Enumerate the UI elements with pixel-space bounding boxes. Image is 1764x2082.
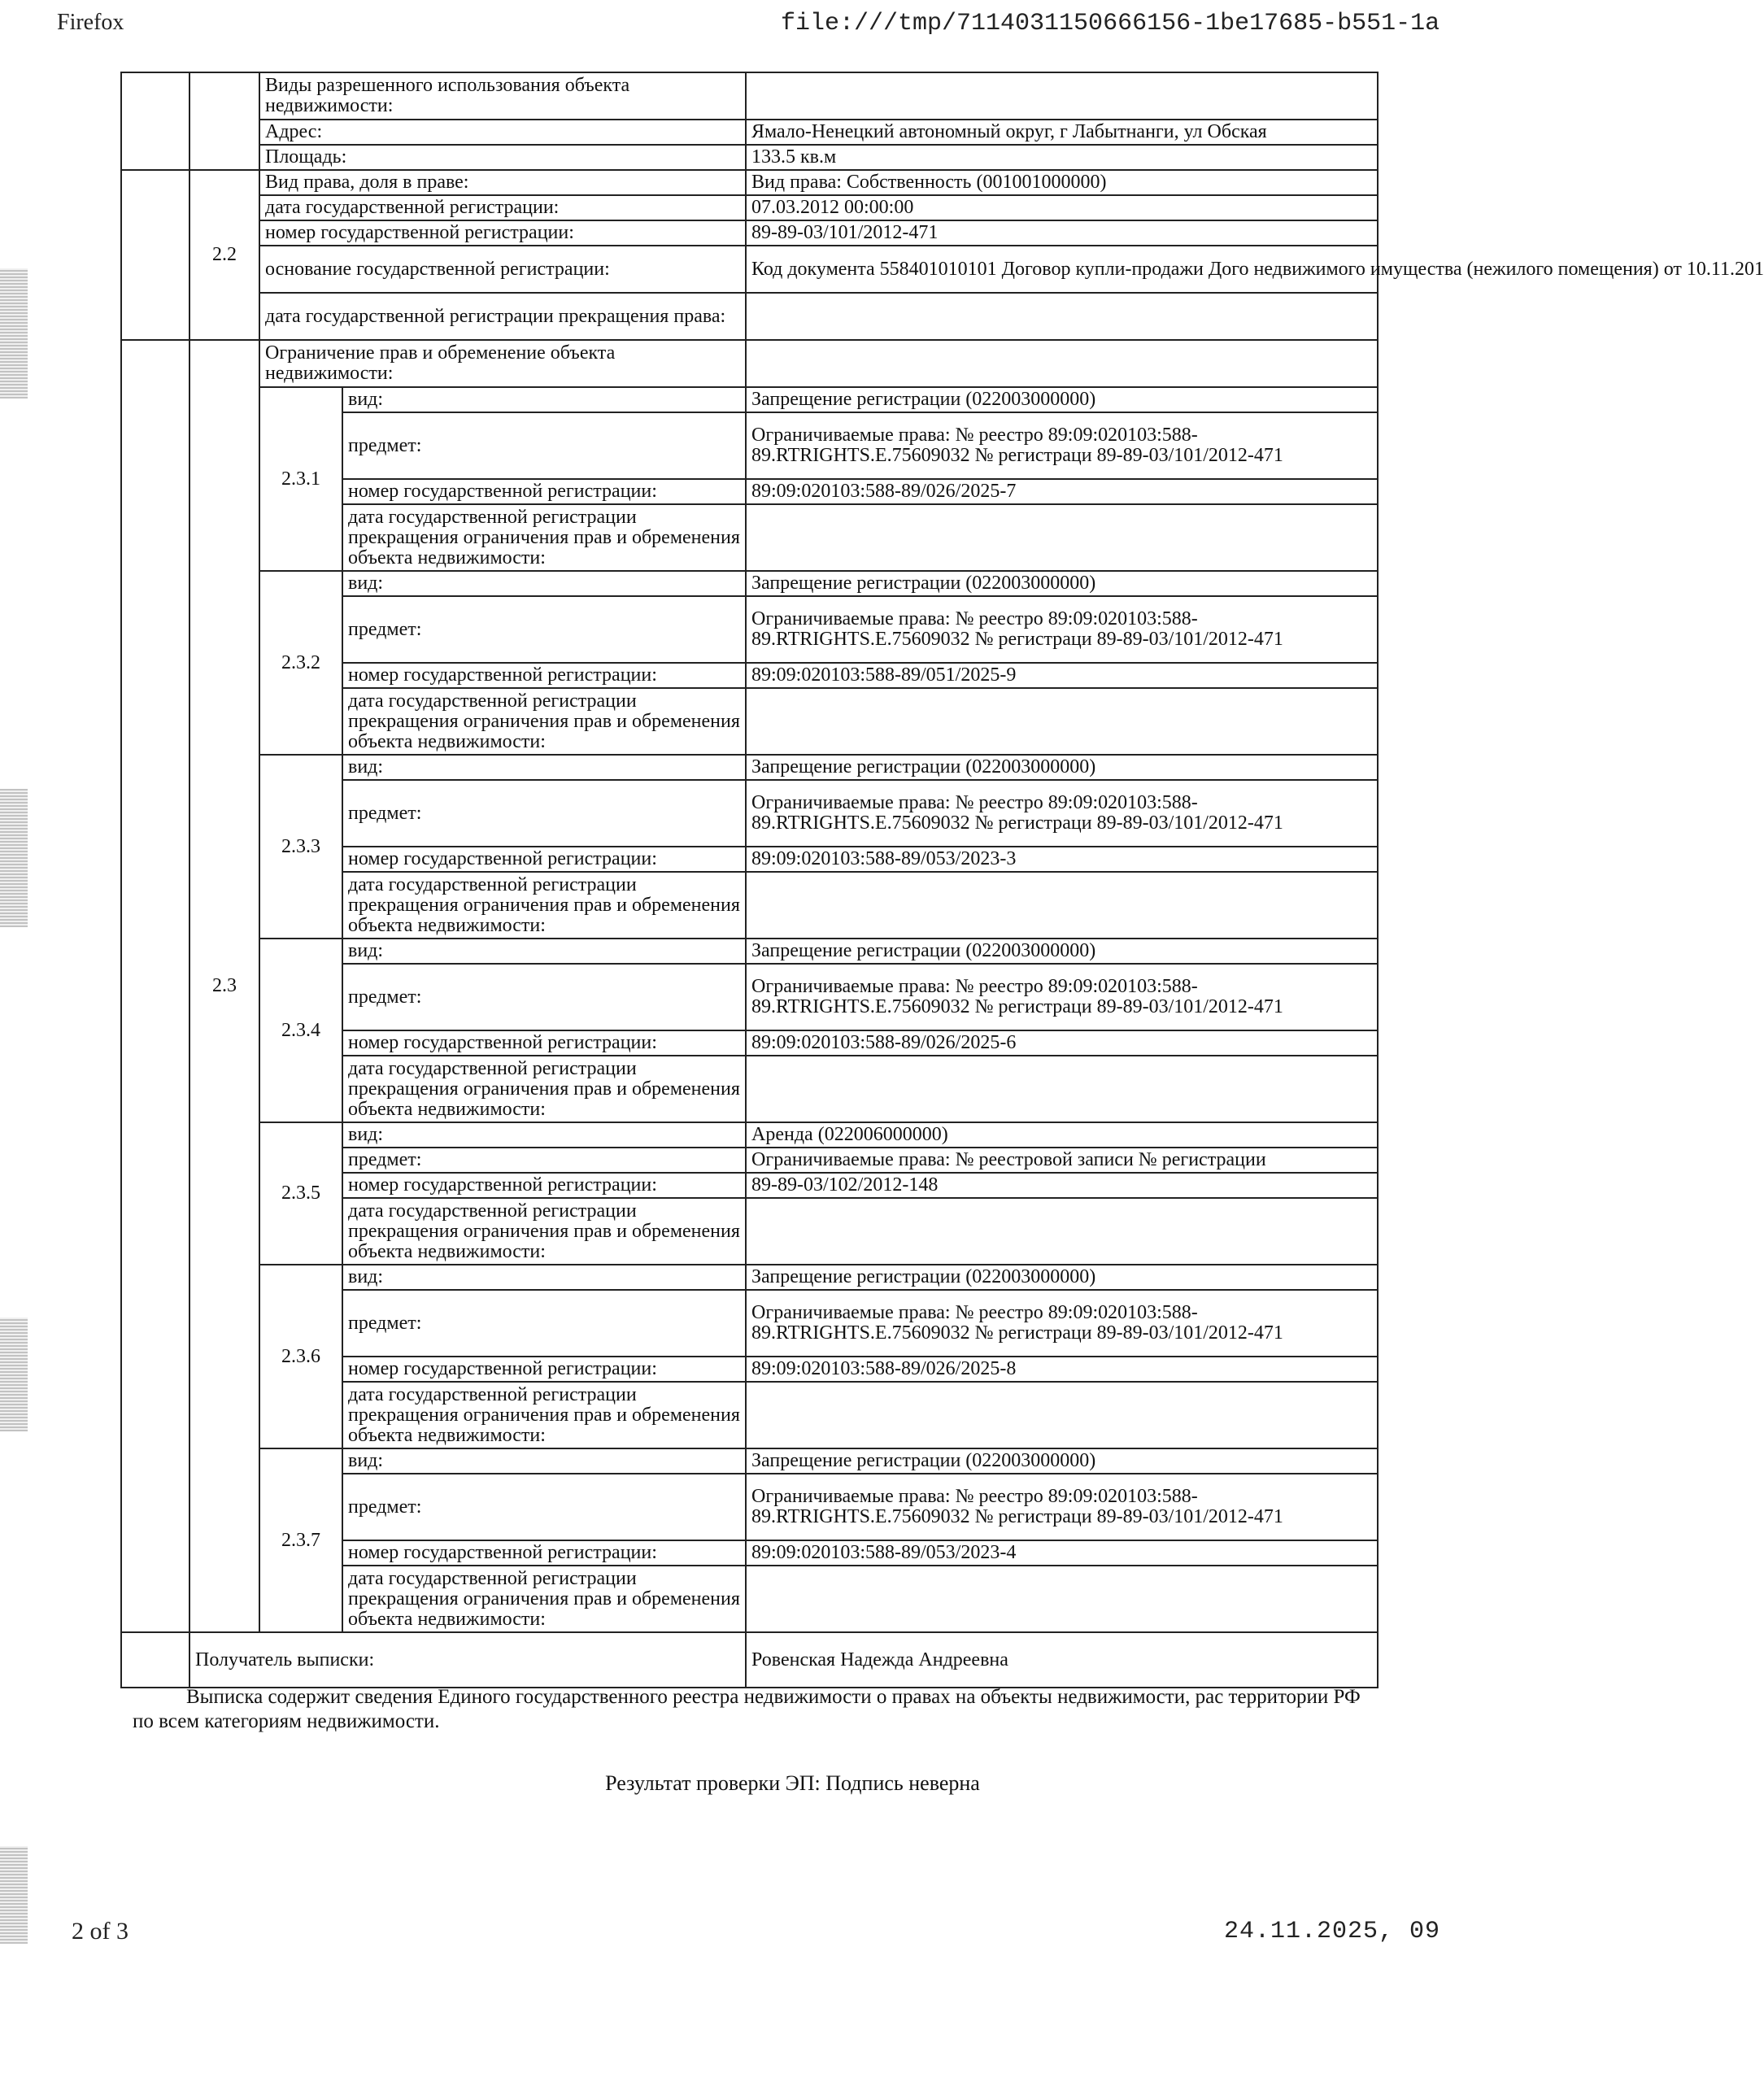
recipient-value: Ровенская Надежда Андреевна <box>746 1632 1378 1688</box>
field-value: Запрещение регистрации (022003000000) <box>746 1448 1378 1474</box>
item-number: 2.3.1 <box>259 387 342 571</box>
field-value: 89:09:020103:588-89/026/2025-7 <box>746 479 1378 504</box>
section-number: 2.3 <box>189 340 259 1632</box>
field-value <box>746 72 1378 120</box>
field-value: 89-89-03/102/2012-148 <box>746 1173 1378 1198</box>
extract-note <box>133 1685 1381 1734</box>
table-row <box>121 220 1378 246</box>
item-number: 2.3.4 <box>259 939 342 1122</box>
blank-cell <box>121 340 189 1632</box>
recipient-label: Получатель выписки: <box>189 1632 746 1688</box>
field-value: 89-89-03/101/2012-471 <box>746 220 1378 246</box>
field-value <box>746 1056 1378 1122</box>
scan-artifact <box>0 789 28 927</box>
field-value: 07.03.2012 00:00:00 <box>746 195 1378 220</box>
scan-artifact <box>0 1846 28 1944</box>
field-value <box>746 293 1378 340</box>
field-label: предмет: <box>342 1290 746 1357</box>
table-row <box>121 195 1378 220</box>
table-row <box>121 387 1378 412</box>
field-label: дата государственной регистрации прекращения ограничения прав и обременения объекта недвижимости: <box>342 688 746 755</box>
field-value: Запрещение регистрации (022003000000) <box>746 1265 1378 1290</box>
field-label: дата государственной регистрации прекращения ограничения прав и обременения объекта недвижимости: <box>342 1382 746 1448</box>
table-row <box>121 246 1378 293</box>
print-datetime: 24.11.2025, 09 <box>1224 1918 1441 1945</box>
field-label: предмет: <box>342 596 746 663</box>
field-value: Ограничиваемые права: № реестро 89:09:020103:588-89.RTRIGHTS.E.75609032 № регистраци 89-89-03/101/2012-471 <box>746 1474 1378 1540</box>
extract-table <box>120 72 1764 1688</box>
section-number <box>189 72 259 170</box>
field-value: Ограничиваемые права: № реестро 89:09:020103:588-89.RTRIGHTS.E.75609032 № регистраци 89-89-03/101/2012-471 <box>746 596 1378 663</box>
field-value: Запрещение регистрации (022003000000) <box>746 571 1378 596</box>
field-label: Вид права, доля в праве: <box>259 170 746 195</box>
signature-check: Результат проверки ЭП: Подпись неверна <box>605 1771 980 1795</box>
blank-cell <box>121 72 189 170</box>
section-number: 2.2 <box>189 170 259 340</box>
field-label: дата государственной регистрации прекращения ограничения прав и обременения объекта недвижимости: <box>342 1056 746 1122</box>
field-label: предмет: <box>342 412 746 479</box>
table-row <box>121 1448 1378 1474</box>
table-row <box>121 72 1378 120</box>
scan-artifact <box>0 268 28 399</box>
field-label: Адрес: <box>259 120 746 145</box>
field-value <box>746 688 1378 755</box>
field-value: 89:09:020103:588-89/026/2025-6 <box>746 1030 1378 1056</box>
field-label: дата государственной регистрации прекращения ограничения прав и обременения объекта недвижимости: <box>342 504 746 571</box>
field-value: Запрещение регистрации (022003000000) <box>746 939 1378 964</box>
field-value: 89:09:020103:588-89/051/2025-9 <box>746 663 1378 688</box>
field-label: номер государственной регистрации: <box>342 1357 746 1382</box>
field-label: номер государственной регистрации: <box>342 663 746 688</box>
item-number: 2.3.5 <box>259 1122 342 1265</box>
field-label: Виды разрешенного использования объекта недвижимости: <box>259 72 746 120</box>
item-number: 2.3.6 <box>259 1265 342 1448</box>
field-value: 133.5 кв.м <box>746 145 1378 170</box>
field-label: вид: <box>342 571 746 596</box>
field-label: предмет: <box>342 1474 746 1540</box>
field-label: номер государственной регистрации: <box>342 847 746 872</box>
field-label: вид: <box>342 1265 746 1290</box>
field-value: Аренда (022006000000) <box>746 1122 1378 1148</box>
scan-artifact <box>0 1318 28 1431</box>
field-label: вид: <box>342 1448 746 1474</box>
blank-cell <box>121 170 189 340</box>
table-row <box>121 939 1378 964</box>
recipient-row <box>121 1632 1378 1688</box>
field-value: Ограничиваемые права: № реестро 89:09:020103:588-89.RTRIGHTS.E.75609032 № регистраци 89-89-03/101/2012-471 <box>746 780 1378 847</box>
field-value <box>746 1566 1378 1632</box>
browser-name: Firefox <box>57 10 124 35</box>
field-value: 89:09:020103:588-89/053/2023-3 <box>746 847 1378 872</box>
field-label: номер государственной регистрации: <box>342 1173 746 1198</box>
field-label: номер государственной регистрации: <box>259 220 746 246</box>
field-label: дата государственной регистрации: <box>259 195 746 220</box>
field-label: предмет: <box>342 1148 746 1173</box>
field-value: 89:09:020103:588-89/053/2023-4 <box>746 1540 1378 1566</box>
table-row <box>121 120 1378 145</box>
extract-note-text: Выписка содержит сведения Единого государственного реестра недвижимости о правах на объекты недвижимости, рас территории РФ по всем категориям недвижимости. <box>133 1686 1361 1732</box>
item-number: 2.3.3 <box>259 755 342 939</box>
field-label: номер государственной регистрации: <box>342 1030 746 1056</box>
field-label: предмет: <box>342 964 746 1030</box>
field-label: вид: <box>342 387 746 412</box>
field-label: основание государственной регистрации: <box>259 246 746 293</box>
table-row <box>121 571 1378 596</box>
field-value <box>746 340 1378 387</box>
blank-cell <box>121 1632 189 1688</box>
table-row <box>121 145 1378 170</box>
field-label: дата государственной регистрации прекращения ограничения прав и обременения объекта недвижимости: <box>342 872 746 939</box>
field-label: дата государственной регистрации прекращения права: <box>259 293 746 340</box>
field-value <box>746 1198 1378 1265</box>
field-label: дата государственной регистрации прекращения ограничения прав и обременения объекта недвижимости: <box>342 1198 746 1265</box>
field-value <box>746 1382 1378 1448</box>
table-row <box>121 755 1378 780</box>
field-value: 89:09:020103:588-89/026/2025-8 <box>746 1357 1378 1382</box>
field-value <box>746 872 1378 939</box>
table-row <box>121 170 1378 195</box>
field-value: Ограничиваемые права: № реестро 89:09:020103:588-89.RTRIGHTS.E.75609032 № регистраци 89-89-03/101/2012-471 <box>746 964 1378 1030</box>
item-number: 2.3.7 <box>259 1448 342 1632</box>
field-value: Запрещение регистрации (022003000000) <box>746 387 1378 412</box>
field-label: дата государственной регистрации прекращения ограничения прав и обременения объекта недвижимости: <box>342 1566 746 1632</box>
field-value: Ограничиваемые права: № реестро 89:09:020103:588-89.RTRIGHTS.E.75609032 № регистраци 89-89-03/101/2012-471 <box>746 1290 1378 1357</box>
field-value: Ограничиваемые права: № реестровой записи № регистрации <box>746 1148 1378 1173</box>
section-header-row <box>121 340 1378 387</box>
field-label: вид: <box>342 755 746 780</box>
table-row <box>121 1265 1378 1290</box>
field-value <box>746 504 1378 571</box>
section-title: Ограничение прав и обременение объекта недвижимости: <box>259 340 746 387</box>
item-number: 2.3.2 <box>259 571 342 755</box>
field-value: Код документа 558401010101 Договор купли-продажи Дого недвижимого имущества (нежилого помещения) от 10.11.201 <box>746 246 1378 293</box>
field-label: предмет: <box>342 780 746 847</box>
page-number: 2 of 3 <box>72 1918 128 1945</box>
field-label: вид: <box>342 1122 746 1148</box>
field-value: Ограничиваемые права: № реестро 89:09:020103:588-89.RTRIGHTS.E.75609032 № регистраци 89-89-03/101/2012-471 <box>746 412 1378 479</box>
file-url: file:///tmp/7114031150666156-1be17685-b551-1a <box>781 10 1440 37</box>
field-value: Запрещение регистрации (022003000000) <box>746 755 1378 780</box>
field-label: номер государственной регистрации: <box>342 1540 746 1566</box>
field-label: номер государственной регистрации: <box>342 479 746 504</box>
table-row <box>121 293 1378 340</box>
field-label: Площадь: <box>259 145 746 170</box>
field-value: Ямало-Ненецкий автономный округ, г Лабытнанги, ул Обская <box>746 120 1378 145</box>
field-value: Вид права: Собственность (001001000000) <box>746 170 1378 195</box>
field-label: вид: <box>342 939 746 964</box>
table-row <box>121 1122 1378 1148</box>
